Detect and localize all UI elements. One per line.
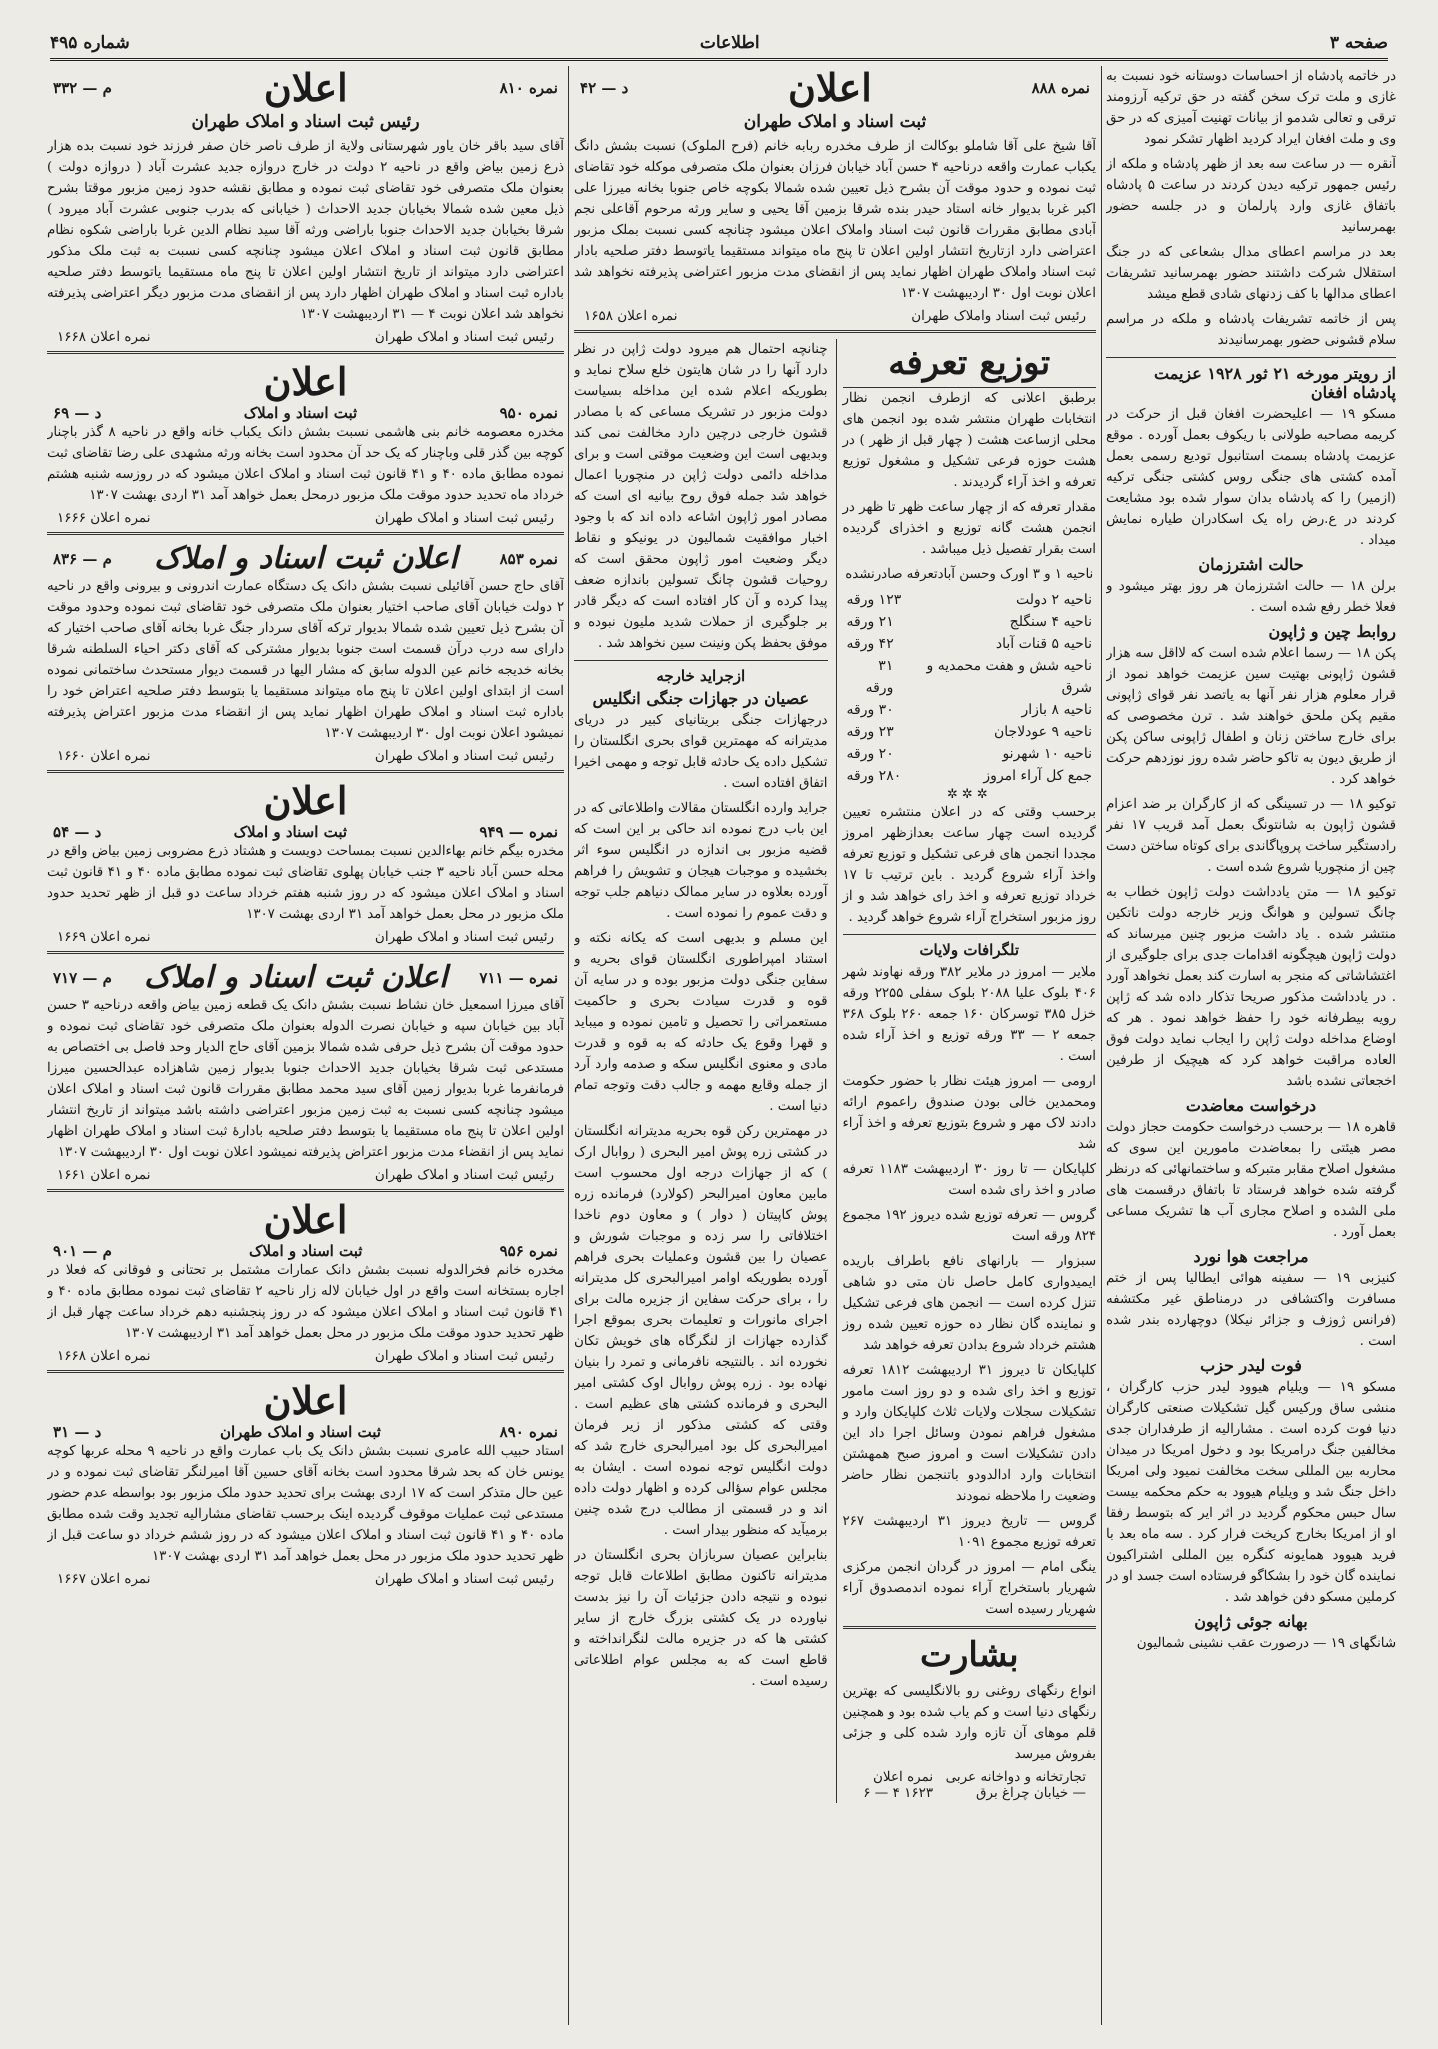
ad-signature: رئیس ثبت اسناد و املاک طهران: [374, 1167, 554, 1183]
article-paragraph: چنانچه احتمال هم میرود دولت ژاپن در نظر دارد آنها را در شان هایتون خلع سلاح نماید و بطوریکه اعلام شده این مداخله بسیاست دولت مزبور در تشریک مساعی که با مصادر قشون خارجی درچین دارد مخالفت نمی کند وبدیهی است این وضعیت موقتی است و برای مداخله دائمی دولت ژاپن در منچوریا اعمال خواهد شد جمله فوق روح بیانیه ای است که مصادر امور ژاپون اشاعه داده اند که با وجود اخبار موافقیت شمالیون در یونیکو و نقاط دیگر وضعیت امور ژاپون محقق است که روحیات قشون چانگ تسولین باندازه ضعف پیدا کرده و آن کار افتاده است که دیگر قادر بر جلوگیری از حملات شدید ملیون نبوده و موفق بحفظ پکن ونینت سین نخواهد شد .: [574, 342, 828, 651]
article-headline: از رویتر مورخه ۲۱ ثور ۱۹۲۸ عزیمت پادشاه افغان: [1154, 364, 1396, 402]
ad-signature: رئیس ثبت اسناد و املاک طهران: [374, 1571, 554, 1587]
registration-ad: [47, 541, 564, 764]
ad-serial: نمره اعلان ۱۶۶۶: [57, 510, 151, 526]
ad-heading: اعلان: [263, 778, 348, 823]
ad-heading: اعلان: [788, 66, 872, 110]
middle-column: [574, 66, 1096, 2025]
article-paragraph: قاهره ۱۸ — برحسب درخواست حکومت حجاز دولت مصر هیئتی را بمعاضدت مامورین این سوی که مشغول اصلاح مقابر متبرکه و ساختمانهائی که درنظر گرفته شده خواهد فرستاد تا باتفاق درقسمت های ملی الشده و اصلاح مجاری آب ها تشریک مساعی بعمل آورد .: [1106, 1120, 1396, 1240]
tariff-count: ۳۰ ورقه: [846, 702, 894, 718]
tariff-count: ۴۲ ورقه: [846, 636, 894, 652]
ad-number: نمره ۸۵۳: [499, 549, 558, 568]
article-paragraph: سبزوار — بارانهای نافع باطراف باریده ایمیدواری کامل حاصل نان متی دو شاهی تنزل کرده است — انجمن های فرعی تشکیل و نماینده گان نظار ده حوزه تعیین شده روز هشتم خرداد شروع بدادن تعرفه خواهد شد: [842, 1254, 1096, 1353]
tariff-district: ناحیه ۸ بازار: [1021, 702, 1092, 718]
ad-title: ثبت اسناد و املاک: [233, 823, 348, 841]
ad-body: آقای سید باقر خان یاور شهرستانی ولایة از طرف ناصر خان صفر فرزند خود نسبت بده هزار ذرع زمین بیاض واقع در ناحیه ۲ دولت در خارج دروازه جدید عشرت آباد ( دروازه دولت ) بعنوان ملک متصرفی خود تقاضای ثبت نموده و مطابق نقشه حدود زمین مزبور موقتا بشرح ذیل معین شده شمالا بخیابان جدید الاحداث ( خیابانی که بدرب جنوبی عشرت آباد میرود ) شرقا بخیابان جدید الاحداث جنوبا باراضی ورثه آقا سید نظام الدین غربا باراضی شکوه نظام مطابق قانون ثبت اسناد و املاک اعلان میشود چنانچه کسی نسبت به ثبت ملک مذکور اعتراضی دارد میتواند از تاریخ انتشار اولین اعلان تا پنج ماه مستقیما یاتوسط دفتر صلحیه باداره ثبت اسناد و املاک طهران اظهار دارد پس از انقضای مدت مزبور دیگر اعتراضی پذیرفته نخواهد شد اعلان نوبت ۴ — ۳۱ اردیبهشت ۱۳۰۷: [47, 139, 564, 322]
ad-title: رئیس ثبت اسناد و املاک طهران: [191, 112, 420, 132]
article-paragraph: مسکو ۱۹ — اعلیحضرت افغان قبل از حرکت در کریمه مصاحبه طولانی با ریکوف بعمل آورده . موقع عزیمت پادشاه بسمت استانبول تودیع رسمی بعمل آمده کشتی های جنگی روس کشتی جنگی ترکیه (ازمیر) را که پادشاه بدان سوار شده بود مشایعت کردند در ع.رض راه یک اسکادران طیاره نمایش میداد .: [1106, 407, 1396, 548]
registration-ad: [47, 960, 564, 1183]
section-title: تلگرافات ولایات: [919, 941, 1020, 959]
ad-body: آقای میرزا اسمعیل خان نشاط نسبت بشش دانک یک قطعه زمین بیاض واقعه درناحیه ۳ حسن آباد بین خیابان سپه و خیابان نصرت الدوله بعنوان ملک متصرفی خود تقاضای ثبت نموده و حدود موقت آن بشرح ذیل حرفی شده شمالا بزمین آقای حاج الدیار وحد فاصل بی اختصاص به مستدعی ثبت شرقا بخیابان جدید الاحداث جنوبا بدیوار زمین شاهزاده عبدالحسین میرزا فرمانفرما غربا بدیوار زمین آقای سید محمد مطابق مقررات قانون ثبت اسناد و املاک اعلان میشود چنانچه کسی نسبت به ثبت زمین مزبور اعتراضی داشته باشد میتواند از تاریخ انتشار اولین اعلان تا پنج ماه مستقیما یا بتوسط دفتر صلحیه بادارهٔ ثبت اسناد و املاک طهران اظهار نماید پس از انقضاء مدت مزبور اعتراض پذیرفته نمیشود اعلان نوبت اول ۳۰ اردیبهشت ۱۳۰۷: [47, 998, 564, 1160]
article-paragraph: پکن ۱۸ — رسما اعلام شده است که لااقل سه هزار قشون ژاپونی بهتیت سین عزیمت خواهد نمود از قرار معلوم هزار نفر آنها به یاتصد نفر قوای ژاپونی مقیم پکن ملحق خواهند شد . ترن مخصوصی که برای خارج ساختن زنان و اطفال ژاپونی ساکن پکن از طریق دیون به تاکو حاضر شده روز نوزدهم حرکت خواهد کرد .: [1106, 646, 1396, 787]
ad-body: انواع رنگهای روغنی رو بالانگلیسی که بهترین رنگهای دنیا است و کم یاب شده بود و همچنین قلم موهای آن تازه وارد شده کلی و جزئی بفروش میرسد: [842, 1684, 1096, 1762]
article-headline: بهانه جوئی ژاپون: [1194, 1612, 1308, 1631]
ad-body: آقا شیخ علی آقا شاملو بوکالت از طرف مخدره ربابه خانم (فرح الملوک) نسبت بشش دانگ یکباب عمارت واقعه درناحیه ۴ حسن آباد خیابان فرزان بعنوان ملک متصرفی موکله خود تقاضای ثبت نموده و حدود موقت آن بشرح ذیل تعیین شده شمالا بکوچه خاص جنوبا بخانه میرزا علی اکبر غربا بدیوار خانه استاد حیدر بنده شرقا بزمین آقا یحیی و سایر ورثه مرحوم آقاعلی نجم آبادی مطابق مقررات قانون ثبت اسناد واملاک اعلان میشود چنانچه کسی نسبت بملک مزبور اعتراضی دارد ازتاریخ انتشار اولین اعلان تا پنج ماه میتواند مستقیما یاتوسط دفتر صلحیه بادار ثبت اسناد واملاک طهران اظهار نماید پس از انقضای مدت مزبور اعتراضی پذیرفته نخواهد شد اعلان نوبت اول ۳۰ اردیبهشت ۱۳۰۷: [574, 139, 1096, 301]
section-title: توزیع تعرفه: [843, 339, 1097, 388]
tariff-row: [843, 721, 1097, 743]
registration-ad: [47, 360, 564, 526]
tariff-district: ناحیه شش و هفت محمدیه و شرق: [926, 658, 1092, 696]
ad-heading: اعلان: [263, 1378, 348, 1423]
tariff-count: ۳۱ ورقه: [865, 658, 894, 696]
ad-code: د — ۳۱: [53, 1423, 102, 1441]
tariff-row: [843, 765, 1097, 787]
tariff-row: [843, 699, 1097, 721]
article-paragraph: شانگهای ۱۹ — درصورت عقب نشینی شمالیون: [1136, 1636, 1396, 1651]
ad-heading: اعلان: [263, 359, 348, 404]
newspaper-title: اطلاعات: [699, 33, 760, 53]
ad-number: نمره ۹۵۰: [499, 404, 558, 422]
ad-heading: بشارت: [919, 1635, 1019, 1675]
ad-serial: نمره اعلان ۱۶۶۷: [57, 1571, 151, 1587]
tariff-row: [843, 611, 1097, 633]
article-paragraph: ینگی امام — امروز در گردان انجمن مرکزی شهریار باستخراج آراء نموده اندمصدوق آراء شهریار رسیده است: [842, 1560, 1096, 1617]
ad-heading: اعلان: [263, 66, 348, 110]
page-number: صفحه ۳: [1329, 33, 1388, 53]
tariff-count: ۲۳ ورقه: [846, 724, 894, 740]
tariff-district: ناحیه ۹ عودلاجان: [994, 724, 1092, 740]
tariff-row: [843, 589, 1097, 611]
article-headline: مراجعت هوا نورد: [1193, 1247, 1309, 1266]
ads-column: [47, 66, 564, 2025]
ad-serial: نمره اعلان ۱۶۶۸: [57, 1348, 151, 1364]
ad-number: نمره — ۷۱۱: [479, 968, 558, 987]
article-paragraph: پس از خاتمه تشریفات پادشاه و ملکه در مراسم سلام قشونی حضور بهمرسانیدند: [1106, 312, 1396, 348]
article-paragraph: بعد در مراسم اعطای مدال بشعاعی که در جنگ استقلال شرکت داشتند حضور بهمرسانید تشریفات اعطای مدالها با کف زدنهای شادی قطع میشد: [1106, 245, 1396, 302]
article-paragraph: مقدار تعرفه که از چهار ساعت ظهر تا ظهر در انجمن هشت گانه توزیع و اخذرای گردیده است بقرار تفصیل ذیل میباشد .: [842, 500, 1096, 557]
article-headline: حالت اشترزمان: [1198, 555, 1304, 574]
ad-serial: نمره اعلان ۱۶۵۸: [584, 308, 678, 324]
column-divider: [1101, 66, 1102, 2025]
article-headline: روابط چین و ژاپون: [1268, 622, 1396, 641]
ad-body: مخدره بیگم خانم بهاءالدین نسبت بمساحت دویست و هشتاد ذرع مضروبی زمین بیاض واقع در محله حسن آباد ناحیه ۳ جنب خیابان پهلوی تقاضای ثبت نموده مطابق ماده ۴۰ و ۴۱ قانون ثبت اسناد و املاک اعلان میشود که در روز شنبه هفتم خرداد ساعت دو قبل از ظهر تحدید حدود ملک مزبور در محل بعمل خواهد آمد ۳۱ اردی بهشت ۱۳۰۷: [47, 844, 564, 922]
tariff-district: ناحیه ۴ سنگلج: [1009, 614, 1092, 630]
article-paragraph: برلن ۱۸ — حالت اشترزمان هر روز بهتر میشود و فعلا خطر رفع شده است .: [1106, 579, 1396, 615]
article-paragraph: توکیو ۱۸ — متن یادداشت دولت ژاپون خطاب به چانگ تسولین و هوانگ وزیر خارجه دولت ناتکین منتشر شده . یاد داشت مزبور چنین میرساند که دولت ژاپون هیچگونه اقدامات جدی برای جلوگیری از اغتشاشاتی که منجر به اسارت کند بعمل نخواهد آورد . در یادداشت مذکور صریحا تذکار داده شد که ژاپن رویه بیطرفانه خود را حفظ خواهد نمود . هر که اوضاع مداخله دولت ژاپن را ایجاب نماید دولت فوق العاده مراقبت خواهد کرد که هیچیک از طرفین اخجعاتی نشده باشد: [1106, 885, 1396, 1089]
ad-signature: رئیس ثبت اسناد و املاک طهران: [374, 510, 554, 526]
ad-title: ثبت اسناد و املاک طهران: [219, 1423, 381, 1441]
ad-serial: نمره اعلان ۱۶۶۸: [57, 329, 151, 345]
issue-number: شماره ۴۹۵: [50, 33, 130, 53]
registration-ad: [574, 66, 1096, 324]
section-title: ازجراید خارجه: [656, 667, 746, 685]
tariff-row: [843, 633, 1097, 655]
article-paragraph: برطبق اعلانی که ازطرف انجمن نظار انتخابات طهران منتشر شده بود انجمن های محلی ازساعت هشت ( چهار قبل از ظهر ) در هشت حوزه فرعی تشکیل و مشغول توزیع تعرفه و اخذ آراء گردیدند .: [842, 391, 1096, 490]
ad-code: د — ۵۴: [53, 823, 102, 841]
ad-body: مخدره خانم فخرالدوله نسبت بشش دانک عمارات مشتمل بر تحتانی و فوقانی که فعلا در اجاره بستخانه است واقع در اول خیابان لاله زار ناحیه ۲ تقاضای ثبت نموده مطابق ماده ۴۰ و ۴۱ قانون ثبت اسناد و املاک اعلان میشود که در روز پنجشنبه دهم خرداد ساعت چهار قبل از ظهر تحدید حدود موقت ملک مزبور در محل بعمل خواهد آمد ۳۱ اردیبهشت ۱۳۰۷: [47, 1263, 564, 1341]
article-paragraph: درجهازات جنگی بریتانیای کبیر در دریای مدیترانه که مهمترین قوای بحری انگلستان را تشکیل داده یک حادثه قابل توجه و مهمی اخیرا اتفاق افتاده است .: [574, 713, 828, 791]
article-paragraph: گروس — تعرفه توزیع شده دیروز ۱۹۲ مجموع ۸۲۴ ورقه است: [842, 1208, 1096, 1244]
tariff-count: ۲۸۰ ورقه: [846, 768, 902, 784]
ad-signature: رئیس ثبت اسناد و املاک طهران: [374, 748, 554, 764]
article-paragraph: برحسب وقتی که در اعلان منتشره تعیین گردیده است چهار ساعت بعدازظهر امروز مجددا انجمن های فرعی تشکیل و توزیع تعرفه واخذ آراء شروع گردید . باین ترتیب تا ۱۷ خرداد توزیع تعرفه و اخذ رای خواهد شد و از روز مزبور استخراج آراء شروع خواهد گردید .: [842, 805, 1096, 925]
ad-body: آقای حاج حسن آقائیلی نسبت بشش دانک یک دستگاه عمارت اندرونی و بیرونی واقع در ناحیه ۲ دولت خیابان آقای صاحب اختیار بعنوان ملک متصرفی خود تقاضای ثبت نموده وحدود موقت آن بشرح ذیل تعیین شده شمالا بدیوار ترکه آقای سردار جنگ غربا بخانه آقای صاحب اختیار که دارای سه درب درآن قسمت است جنوبا بدیوار مشترکی که آقای دکتر احیاء السلطنه شرقا بخانه خدیجه خانم عین الدوله سابق که مشار الیها در قسمت دیوار مستحدث ساختمانی نموده است از ابتدای اولین اعلان تا پنج ماه میتواند مستقیما یا بتوسط دفتر صلحیه اعتراض خود را باداره ثبت اسناد و املاک طهران اظهار نماید پس از انقضاء مدت مزبور اعتراض پذیرفته نمیشود اعلان نوبت اول ۳۰ اردیبهشت ۱۳۰۷: [47, 579, 564, 741]
column-divider: [568, 66, 569, 2025]
article-paragraph: ملایر — امروز در ملایر ۳۸۲ ورقه نهاوند شهر ۴۰۶ بلوک علیا ۲۰۸۸ بلوک سفلی ۲۲۵۵ ورقه خزل ۳۸۵ توسرکان ۱۶۰ جمعه ۲۶۰ بلوک ۳۶۸ جمعه ۲ — ۳۳ ورقه توزیع و اخذ آراء شده است .: [842, 965, 1096, 1064]
ad-body: استاد حبیب الله عامری نسبت بشش دانک یک باب عمارت واقع در ناحیه ۹ محله عربها کوچه یونس خان که بحد شرقا محدود است بخانه آقای حسین آقا امیرلنگر تقاضای ثبت نموده و در عین حال متذکر است که ۱۷ اردی بهشت برای تحدید حدود ملک مزبور بود بواسطه عدم حضور مستدعی ثبت عملیات موقوف گردیده اینک برحسب تقاضای مشارالیه تجدید وقت شده مطابق ماده ۴۰ و ۴۱ قانون ثبت اسناد و املاک اعلان میشود که در روز ششم خرداد دو ساعت قبل از ظهر تحدید حدود ملک مزبور در محل بعمل خواهد آمد ۳۱ اردی بهشت ۱۳۰۷: [47, 1444, 564, 1564]
registration-ad: [47, 1379, 564, 1587]
article-headline: درخواست معاضدت: [1185, 1096, 1317, 1115]
registration-ad: [47, 779, 564, 945]
article-paragraph: مسکو ۱۹ — ویلیام هیوود لیدر حزب کارگران ، منشی ساق ورکیس گیل تشکیلات صنعتی کارگران دنیا فوت کرده است . مشارالیه از طرفداران جدی مخالفین جنگ درامریکا بود و دخول امریکا در میدان محاربه بین المللی سخت مخالفت نمیود ولی امریکا داخل جنگ شد و ویلیام هیوود به حکم محکمه بیست سال حبس محکوم گردید در اثر ایر که بتوسط رفقا او از امریکا بخارج کریخت فرار کرد . سه ماه بعد با فرید هیوود همایونه کنگره بین المللی اشتراکیون نماینده گان خود را بشکاگو فرستاده است جسد او در کرملین مسکو دفن خواهد شد .: [1106, 1380, 1396, 1605]
ad-signature: رئیس ثبت اسناد و املاک طهران: [374, 329, 554, 345]
ad-code: د — ۴۲: [580, 79, 629, 97]
ad-signature: رئیس ثبت اسناد و املاک طهران: [374, 1348, 554, 1364]
ad-number: نمره — ۹۴۹: [479, 823, 558, 841]
ad-heading: اعلان ثبت اسناد و املاک: [154, 541, 458, 576]
ad-code: د — ۶۹: [53, 404, 102, 422]
tariff-district: ناحیه ۱۰ شهرنو: [1002, 746, 1092, 762]
ad-title: ثبت اسناد و املاک طهران: [743, 112, 927, 132]
ad-title: ثبت اسناد و املاک: [249, 1242, 363, 1260]
ad-serial: نمره اعلان ۱۶۲۳ ۴ — ۶: [863, 1769, 934, 1801]
ad-title: ثبت اسناد و املاک: [243, 404, 358, 422]
tariff-district: جمع کل آراء امروز: [983, 768, 1092, 784]
tariff-table: [843, 589, 1097, 787]
tariff-row: [843, 655, 1097, 699]
ad-number: نمره ۹۵۶: [499, 1242, 558, 1260]
masthead: [50, 28, 1388, 61]
foreign-press-section: [574, 339, 828, 1803]
ad-code: م — ۸۳۶: [53, 549, 112, 568]
article-paragraph: توکیو ۱۸ — در تسینگی که از کارگران بر ضد اعزام قشون ژاپون به شانتونگ بعمل آمد قریب ۱۷ نفر رادستگیر ساخت پروپاگاندی برای کوتاه ساختن دست چین از منچوریا شروع شده است .: [1106, 797, 1396, 875]
tariff-section: [836, 339, 1097, 1803]
tariff-row: [843, 743, 1097, 765]
tariff-count: ۱۲۳ ورقه: [846, 592, 902, 608]
article-paragraph: این مسلم و بدیهی است که یکانه نکته و استناد امپراطوری انگلستان قوای بحریه و سفاین جنگی دولت مزبور بوده و در سایه آن قوه و قدرت سیادت بحری و حاکمیت مستعمراتی را تحصیل و تامین نموده و میباید و قهرا وقوع یک حادثه که به قوه و قدرت مادی و معنوی انگلیس سکه و صدمه وارد آرد از جمله وقایع مهمه و جالب دقت وتوجه تمام دنیا است .: [574, 931, 828, 1114]
ad-number: نمره ۸۹۰: [499, 1423, 558, 1441]
ad-code: م — ۹۰۱: [53, 1242, 112, 1260]
article-headline: فوت لیدر حزب: [1200, 1356, 1302, 1375]
article-paragraph: آنقره — در ساعت سه بعد از ظهر پادشاه و ملکه از رئیس جمهور ترکیه دیدن کردند در ساعت ۵ پادشاه باتفاق غازی وارد پارلمان و در جلسه حضور بهمرسانید: [1106, 157, 1396, 235]
tariff-count: ۲۱ ورقه: [846, 614, 894, 630]
ad-code: م — ۷۱۷: [53, 968, 112, 987]
registration-ad: [47, 1198, 564, 1364]
article-paragraph: بنابراین عصیان سربازان بحری انگلستان در مدیترانه تاکنون مطابق اطلاعات قابل توجه نبوده و نتیجه دادن جزئیات آن را نیز بدست نیاورده در یک کشتی بزرگ خارج از سایر کشتی ها که در جزیره مالت لنگرانداخته و قاطع است که به مجلس عوام اطلاعاتی رسیده است .: [574, 1548, 828, 1689]
article-paragraph: کلپایکان — تا روز ۳۰ اردیبهشت ۱۱۸۳ تعرفه صادر و اخذ رای شده است: [842, 1162, 1096, 1198]
article-paragraph: جراید وارده انگلستان مقالات واطلاعاتی که در این باب درج نموده اند حاکی بر این است که قضیه مزبور بی اندازه در انگلیس سوء اثر بخشیده و موجبات هیجان و تشویش را فراهم آورده بعلاوه در سایر ممالک دنیاهم جلب توجه و دقت عموم را نموده است .: [574, 801, 828, 921]
article-paragraph: ارومی — امروز هیئت نظار با حضور حکومت ومحمدین خالی بودن صندوق راعموم ارائه دادند لاک مهر و شروع بتوزیع تعرفه و اخذ آراء شد: [842, 1074, 1096, 1152]
ad-signature: تجارتخانه و دواخانه عربی — خیابان چراغ برق: [945, 1769, 1086, 1801]
tariff-district: ناحیه ۲ دولت: [1016, 592, 1092, 608]
ad-signature: رئیس ثبت اسناد واملاک طهران: [911, 308, 1086, 324]
article-paragraph: در خاتمه پادشاه از احساسات دوستانه خود نسبت به غازی و ملت ترک سخن گفته در حق ترکیه آرزومند ترقی و تعالی شدمو از بیانات تهنیت آمیزی که در حق وی و ملت افغان ایراد کردید اظهار تشکر نمود: [1106, 69, 1396, 147]
ad-serial: نمره اعلان ۱۶۶۰: [57, 748, 151, 764]
article-paragraph: در مهمترین رکن قوه بحریه مدیترانه انگلستان در کشتی زره پوش امیر البحری ( روابال ارک ) که از جهازات درجه اول محسوب است مابین معاون امیرالبحر (کولارد) فرمانده زره پوش کاپیتان ( دوار ) و معاون دوم ناخدا اختلافاتی را سر زده و موجبات شورش و عصیان را بین قشون وعملیات بحری فراهم آورده بطوریکه اوامر امیرالبحری کل مدیترانه را ، برای حرکت سفاین از جزیره مالت برای اجرای مانورات و تعلیمات بحری بموقع اجرا گذارده جهازات از لنگرگاه های خویش تکان نخورده اند . بالنتیجه نافرمانی و تمرد را بنیان نهاده بود . زره پوش روابال اوک کشتی امیر البحری و فرمانده کشتی های عظیم است . وقتی که کشتی مذکور از زیر فرمان امیرالبحری کل بود امیرالبحری خارج شد که دولت انگلیس توجه نموده است . ایشان به مجلس عوام سؤالی کرده و اظهار دولت داده اند و در قسمتی از مطالب درج شده چنین برمیآید که منظور بیدار است .: [574, 1124, 828, 1538]
ad-number: نمره ۸۱۰: [499, 79, 558, 97]
tariff-district: ناحیه ۵ قنات آباد: [995, 636, 1092, 652]
ad-signature: رئیس ثبت اسناد و املاک طهران: [374, 929, 554, 945]
ad-heading: اعلان ثبت اسناد و املاک: [143, 960, 448, 995]
ad-number: نمره ۸۸۸: [1031, 79, 1090, 97]
ad-body: مخدره معصومه خانم بنی هاشمی نسبت بشش دانک یکباب خانه واقع در ناحیه ۸ گذر باچنار کوچه بین گذر قلی وباچنار که یک حد آن محدود است بخانه ورثه مشهدی علی رضا تقاضای ثبت نموده مطابق ماده ۴۰ و ۴۱ قانون ثبت اسناد و املاک اعلان میشود که در روزسه شنبه هشتم خرداد ماه تحدید حدود موقت ملک مزبور درمحل بعمل خواهد آمد ۳۱ اردی بهشت ۱۳۰۷: [47, 425, 564, 503]
registration-ad: [47, 66, 564, 345]
ad-heading: اعلان: [263, 1197, 348, 1242]
article-paragraph: کلپایکان تا دیروز ۳۱ اردیبهشت ۱۸۱۲ تعرفه توزیع و اخذ رای شده و دو روز است مامور تشکیلات سجلات ولایات ثلاث کلپایکان وارد و مشغول فراهم نمودن وسائل اجرا داد این دادن تشکیلات است و امروز صبح همهشتن انتخابات وارد ادالدودو باتنجمن نظار حاضر وضعیت را ملاحظه نمودند: [842, 1363, 1096, 1504]
ad-code: م — ۳۳۲: [53, 79, 112, 97]
ornament: ✲✲✲: [946, 787, 992, 802]
article-headline: عصیان در جهازات جنگی انگلیس: [592, 689, 810, 708]
tariff-count: ۲۰ ورقه: [846, 746, 894, 762]
tariff-note: ناحیه ۱ و ۳ اورک وحسن آبادتعرفه صادرنشده: [845, 567, 1094, 582]
news-column: [1106, 66, 1396, 2025]
article-paragraph: گروس — تاریخ دیروز ۳۱ اردیبهشت ۲۶۷ تعرفه توزیع مجموع ۱۰۹۱: [842, 1514, 1096, 1550]
article-paragraph: کنیزبی ۱۹ — سفینه هوائی ایطالیا پس از ختم مسافرت واکتشافی در درمناطق غیر مکتشفه (فرانس ژوزف و جزائر نیکلا) دوچهارده بندر شده است .: [1106, 1271, 1396, 1349]
ad-serial: نمره اعلان ۱۶۶۹: [57, 929, 151, 945]
ad-serial: نمره اعلان ۱۶۶۱: [57, 1167, 151, 1183]
